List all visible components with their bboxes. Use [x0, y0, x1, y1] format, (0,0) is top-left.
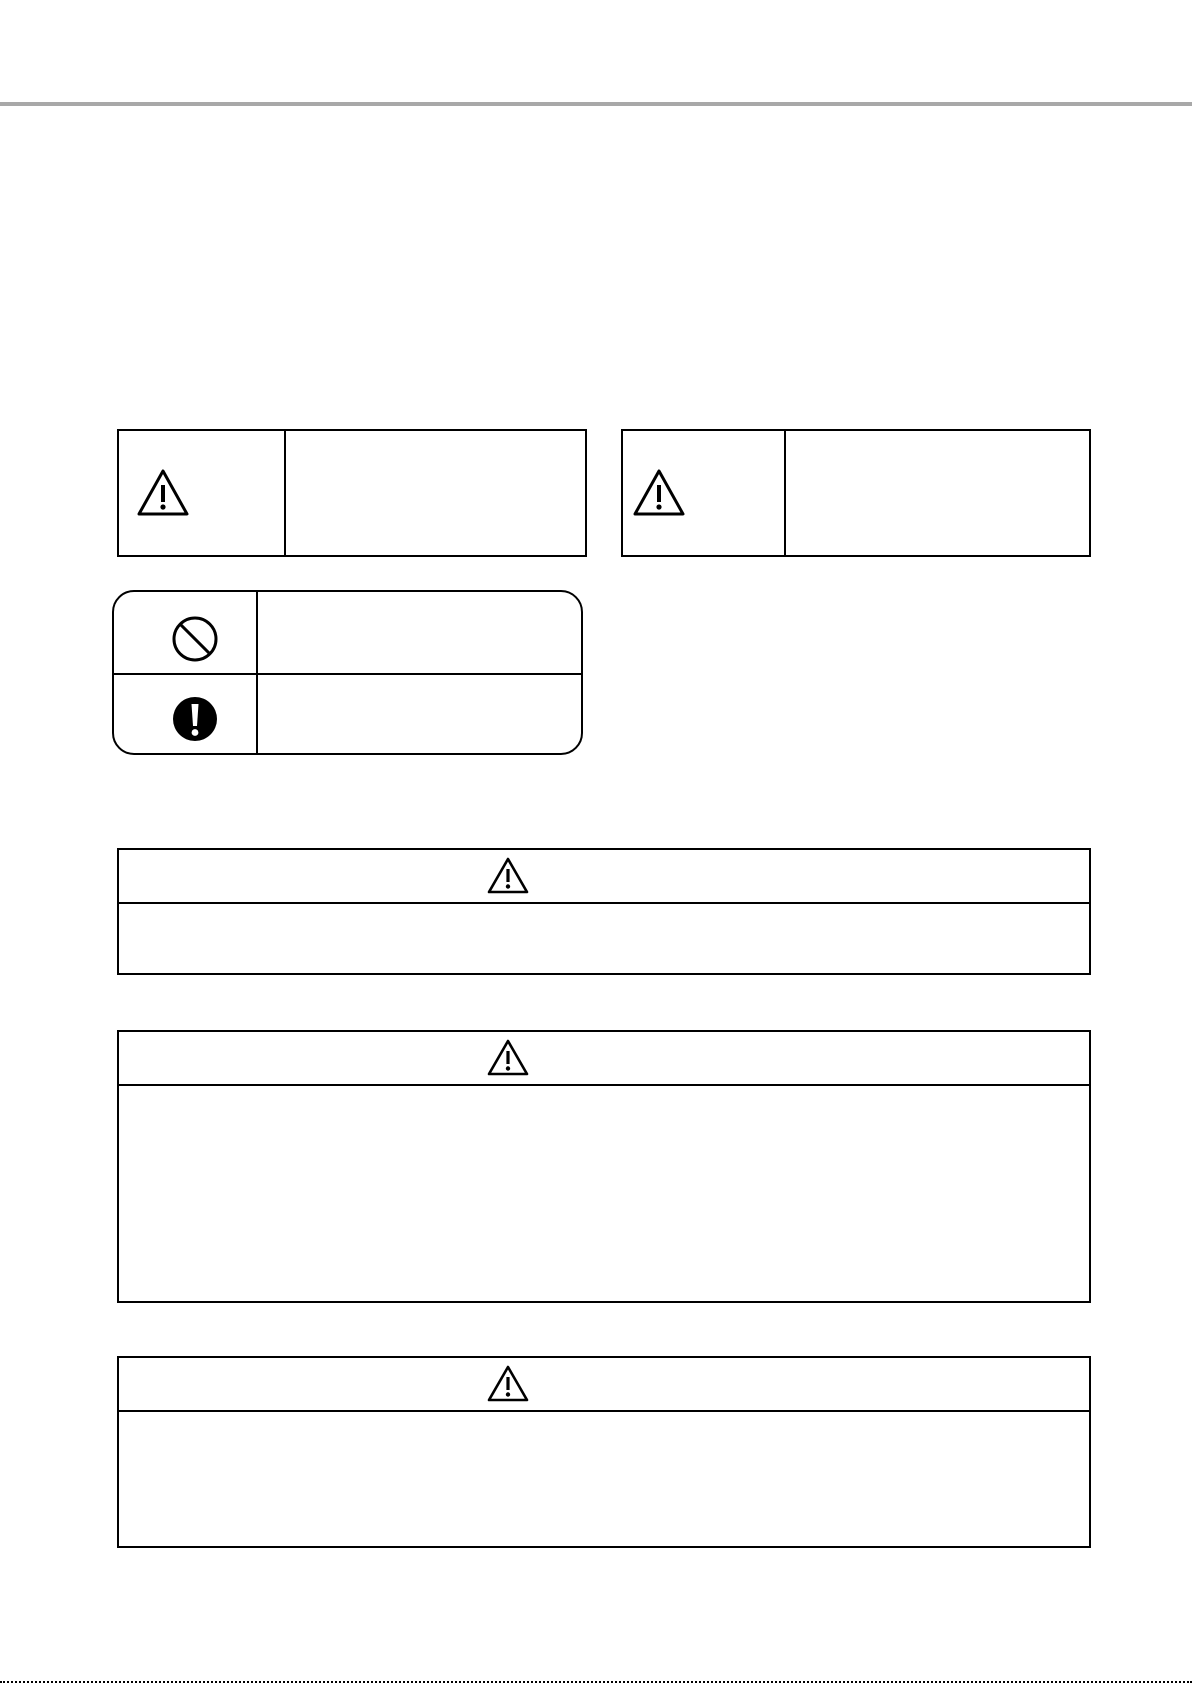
legend-divider	[284, 431, 286, 555]
warning-triangle-icon	[487, 1365, 529, 1403]
notice-box-3	[117, 1356, 1091, 1548]
warning-triangle-icon	[487, 1039, 529, 1077]
legend-warning-box	[117, 429, 587, 557]
notice-header-divider	[119, 1084, 1089, 1086]
warning-triangle-icon	[136, 468, 190, 518]
footer-dotted-rule	[0, 1681, 1192, 1683]
prohibition-icon	[171, 615, 219, 663]
notice-header-divider	[119, 1410, 1089, 1412]
symbol-legend-row-divider	[114, 673, 581, 675]
legend-caution-box	[621, 429, 1091, 557]
notice-box-2	[117, 1030, 1091, 1303]
symbol-legend-box	[112, 590, 583, 755]
mandatory-action-icon	[171, 695, 219, 743]
warning-triangle-icon	[632, 468, 686, 518]
notice-box-1	[117, 848, 1091, 975]
notice-header-divider	[119, 902, 1089, 904]
warning-triangle-icon	[487, 857, 529, 895]
legend-divider	[784, 431, 786, 555]
header-rule	[0, 102, 1192, 106]
